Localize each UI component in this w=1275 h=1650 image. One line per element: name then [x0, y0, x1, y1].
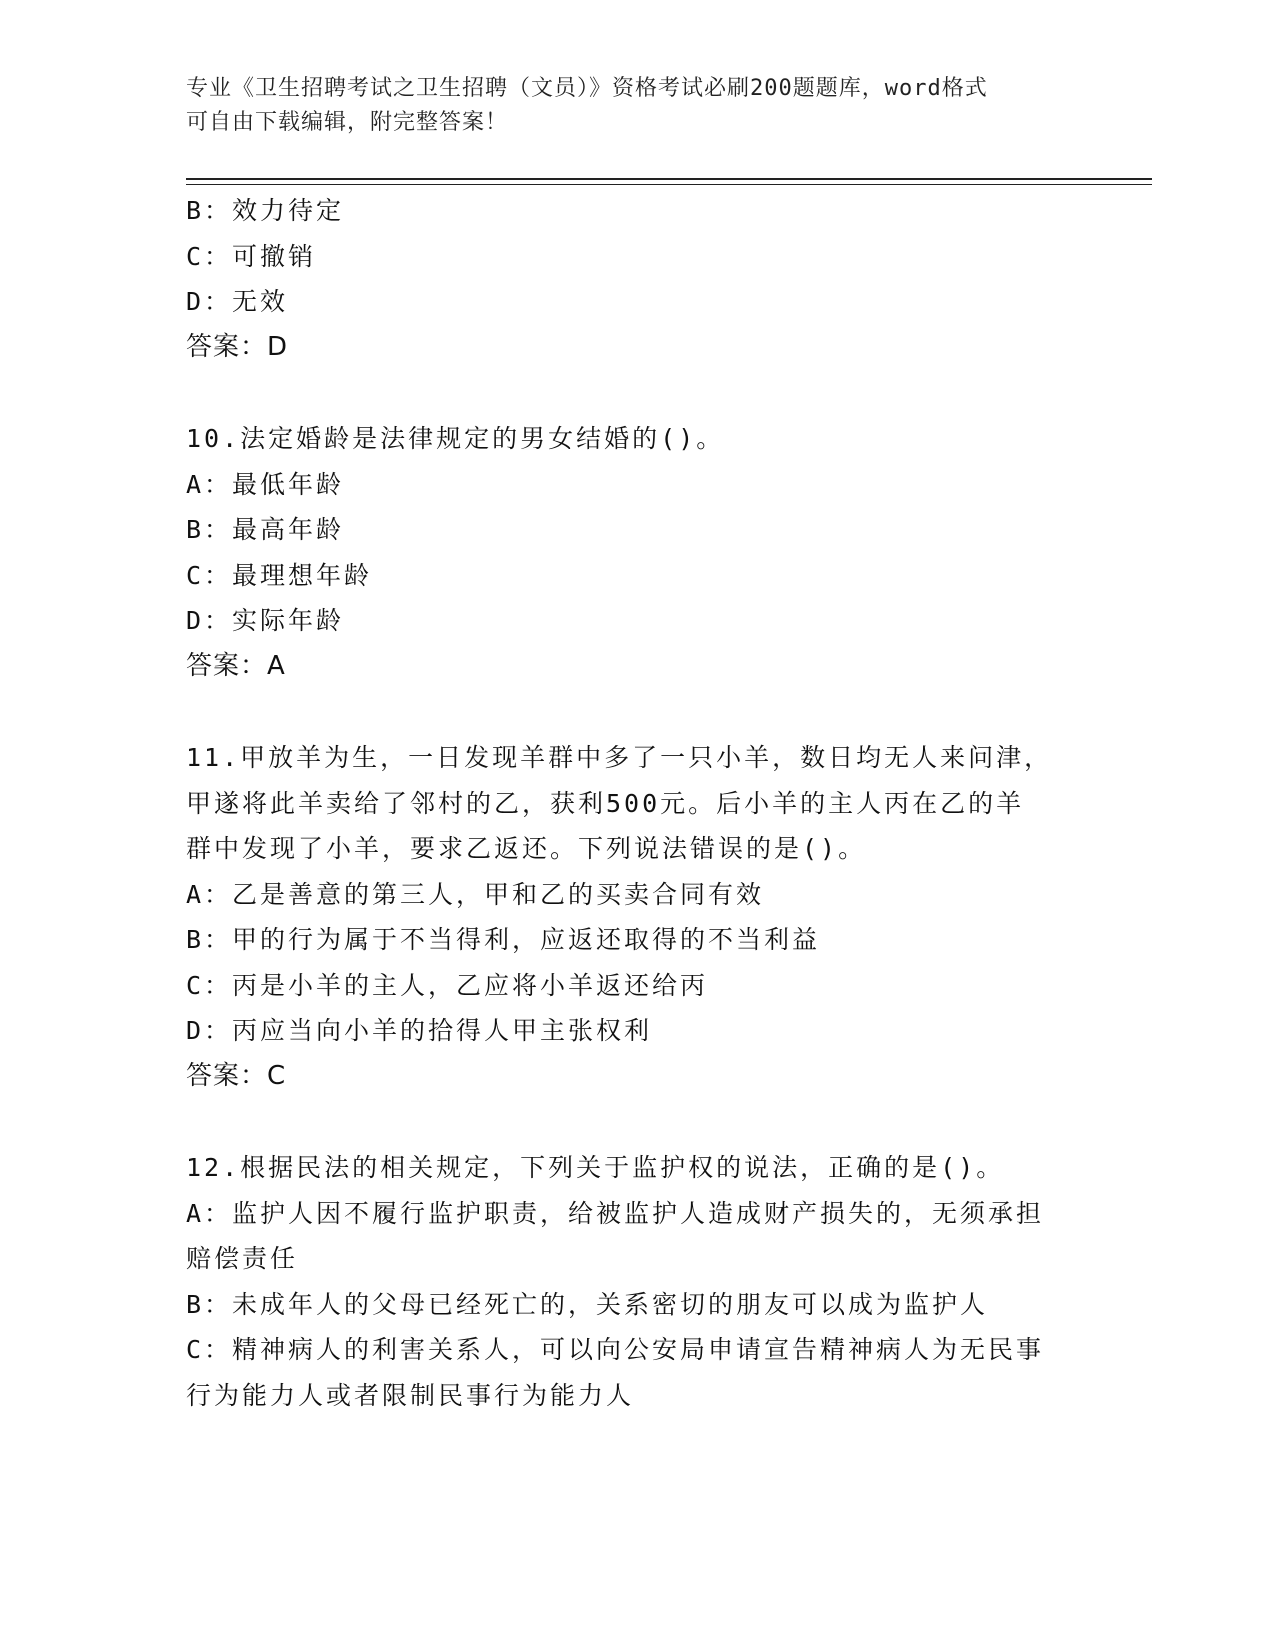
header-line-2: 可自由下载编辑，附完整答案！ [186, 110, 509, 135]
option-a-continued: 赔偿责任 [186, 1244, 299, 1273]
option-b: B：未成年人的父母已经死亡的，关系密切的朋友可以成为监护人 [186, 1289, 989, 1319]
header-line-1: 专业《卫生招聘考试之卫生招聘（文员）》资格考试必刷200题题库，word格式 [186, 76, 988, 101]
answer-line: 答案：C [186, 1060, 287, 1091]
question-text: 12.根据民法的相关规定，下列关于监护权的说法，正确的是()。 [186, 1153, 1005, 1182]
question-9-block [186, 188, 1086, 370]
option-b: B：最高年龄 [186, 515, 345, 544]
option-d: D：无效 [186, 287, 289, 316]
option-d: D：丙应当向小羊的拾得人甲主张权利 [186, 1016, 653, 1045]
question-text-line: 甲遂将此羊卖给了邻村的乙，获利500元。后小羊的主人丙在乙的羊 [186, 788, 1025, 818]
option-a: A：最低年龄 [186, 469, 345, 499]
header-rule-thick [186, 178, 1152, 180]
option-a: A：乙是善意的第三人，甲和乙的买卖合同有效 [186, 879, 765, 909]
answer-line: 答案：A [186, 650, 286, 681]
answer-line: 答案：D [186, 331, 289, 362]
option-c-continued: 行为能力人或者限制民事行为能力人 [186, 1380, 635, 1410]
option-d: D：实际年龄 [186, 606, 345, 635]
question-content [186, 188, 1086, 1418]
question-text-line: 11.甲放羊为生，一日发现羊群中多了一只小羊，数日均无人来问津， [186, 743, 1053, 772]
option-c: C：丙是小羊的主人，乙应将小羊返还给丙 [186, 970, 709, 1000]
option-c: C：最理想年龄 [186, 560, 373, 590]
question-11-block [186, 735, 1086, 1099]
option-c: C：精神病人的利害关系人，可以向公安局申请宣告精神病人为无民事 [186, 1335, 1045, 1364]
option-b: B：效力待定 [186, 196, 345, 225]
option-a: A：监护人因不履行监护职责，给被监护人造成财产损失的，无须承担 [186, 1198, 1045, 1228]
question-12-block [186, 1145, 1086, 1418]
question-10-block [186, 416, 1086, 689]
option-c: C：可撤销 [186, 241, 317, 271]
question-text-line: 群中发现了小羊，要求乙返还。下列说法错误的是()。 [186, 834, 867, 863]
option-b: B：甲的行为属于不当得利，应返还取得的不当利益 [186, 925, 821, 954]
header-rule-thin [186, 184, 1152, 185]
question-text: 10.法定婚龄是法律规定的男女结婚的()。 [186, 424, 725, 453]
document-header [186, 72, 1066, 140]
